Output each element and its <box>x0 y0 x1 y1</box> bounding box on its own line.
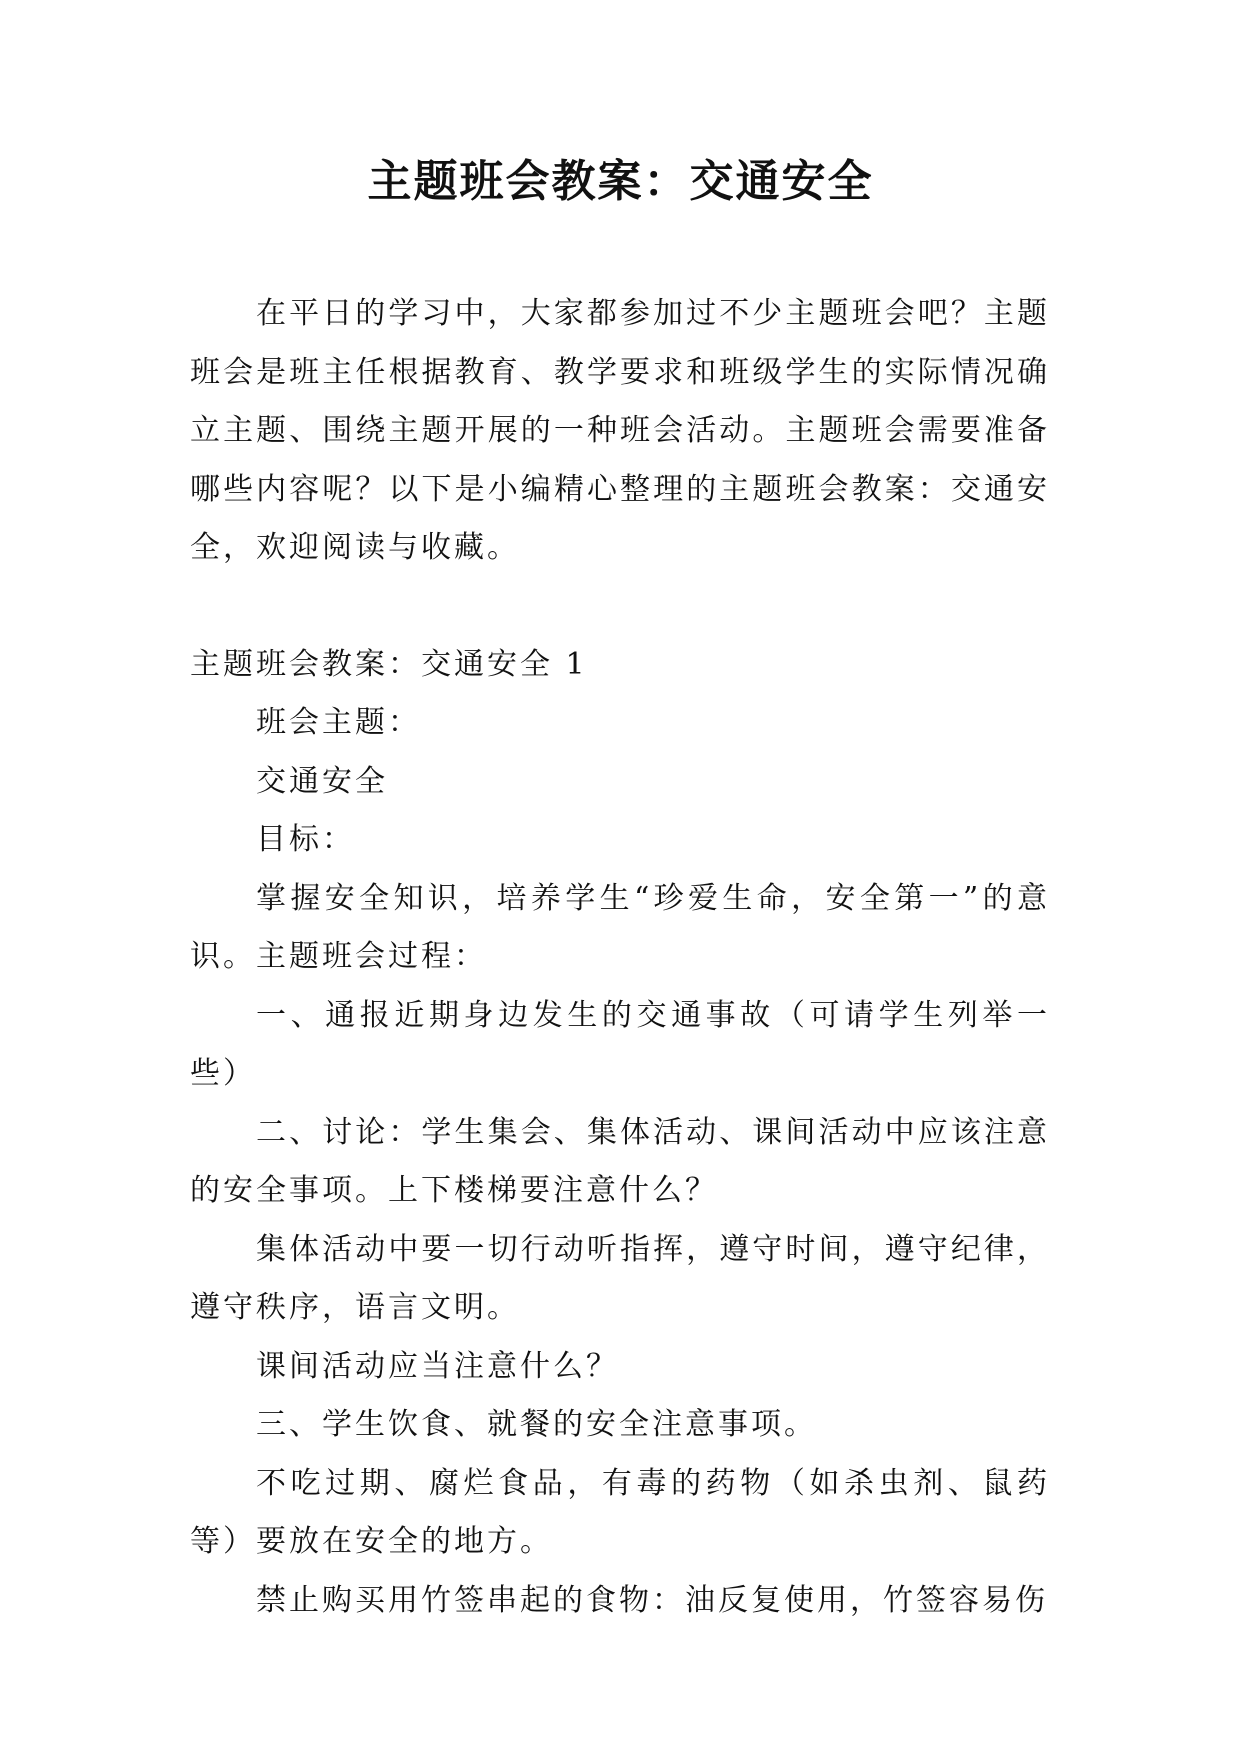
paragraph-goal-label: 目标： <box>256 822 355 857</box>
paragraph-break-activity: 课间活动应当注意什么？ <box>256 1348 619 1384</box>
intro-paragraph: 在平日的学习中，大家都参加过不少主题班会吧？主题班会是班主任根据教育、教学要求和班级学生的实际情况确立主题、围绕主题开展的一种班会活动。主题班会需要准备哪些内容呢？以下是小编精心整理的主题班会教案：交通安全，欢迎阅读与收藏。 <box>190 296 1050 565</box>
paragraph-step-one: 一、通报近期身边发生的交通事故（可请学生列举一些） <box>190 997 1050 1091</box>
paragraph-goal: 掌握安全知识，培养学生“珍爱生命，安全第一”的意识。主题班会过程： <box>190 880 1050 974</box>
paragraph-step-two: 二、讨论：学生集会、集体活动、课间活动中应该注意的安全事项。上下楼梯要注意什么？ <box>190 1114 1050 1208</box>
paragraph-meeting-theme-label: 班会主题： <box>256 705 421 740</box>
document-title: 主题班会教案：交通安全 <box>367 156 874 207</box>
section-heading: 主题班会教案：交通安全 1 <box>190 646 588 682</box>
paragraph-group-activity: 集体活动中要一切行动听指挥，遵守时间，遵守纪律，遵守秩序，语言文明。 <box>190 1231 1050 1325</box>
paragraph-step-three: 三、学生饮食、就餐的安全注意事项。 <box>256 1407 817 1442</box>
document-body <box>190 285 1050 1630</box>
paragraph-skewer-food: 禁止购买用竹签串起的食物：油反复使用，竹签容易伤 <box>256 1582 1048 1618</box>
paragraph-gap <box>190 578 1050 636</box>
paragraph-meeting-theme: 交通安全 <box>256 763 388 799</box>
paragraph-food-safety: 不吃过期、腐烂食品，有毒的药物（如杀虫剂、鼠药等）要放在安全的地方。 <box>190 1465 1050 1559</box>
